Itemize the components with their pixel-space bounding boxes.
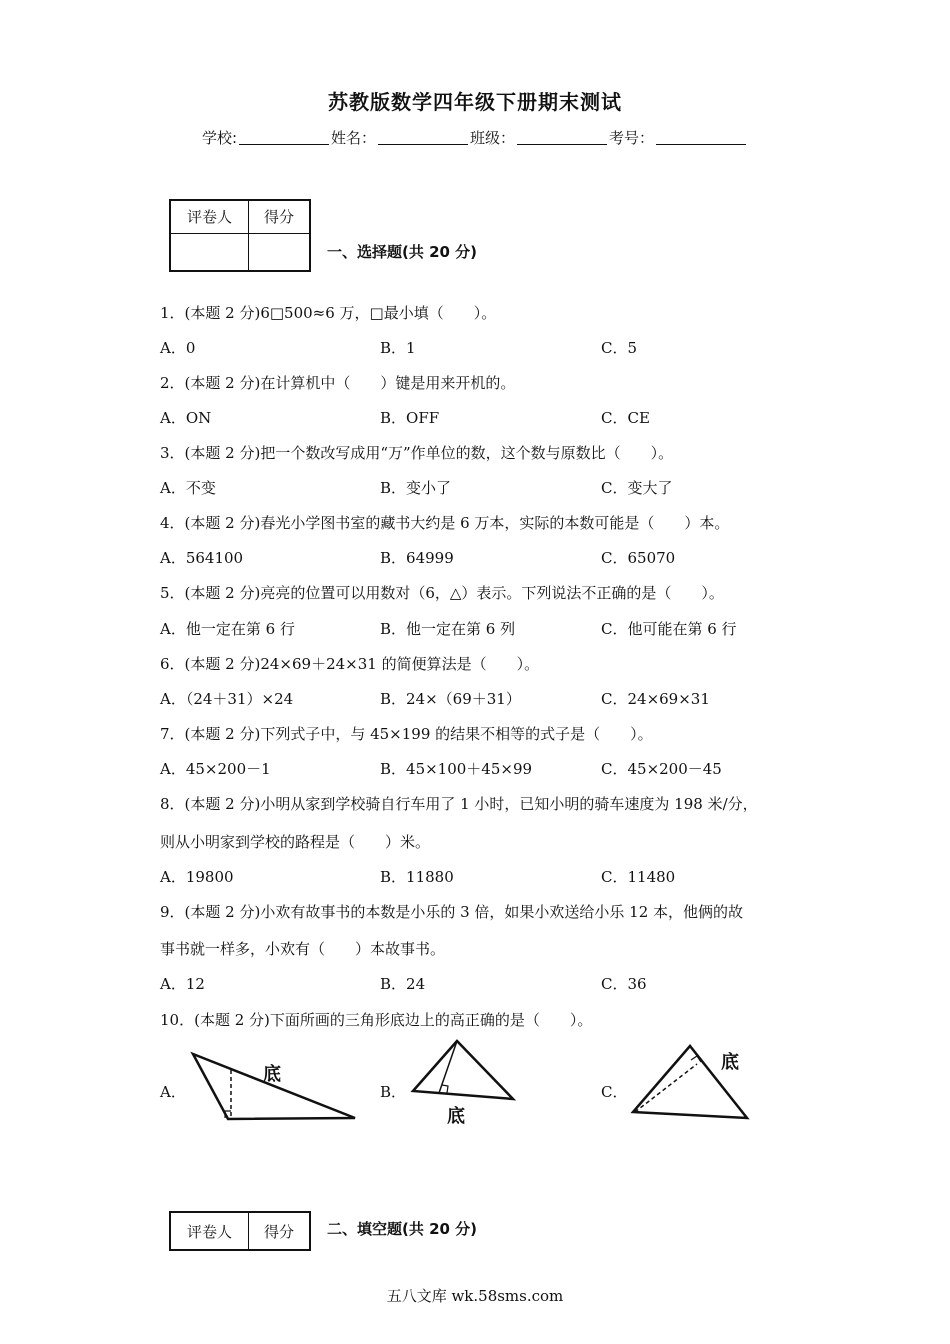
question-8-line-2: 则从小明家到学校的路程是（ ）米。 [160,833,431,851]
q10-option-a[interactable]: A． [160,1083,186,1101]
question-10: 10．(本题 2 分)下面所画的三角形底边上的高正确的是（ ）。 [160,1011,593,1029]
q10-option-c[interactable]: C． [601,1083,628,1101]
question-9-line-2: 事书就一样多，小欢有（ ）本故事书。 [160,940,446,958]
question-7: 7．(本题 2 分)下列式子中，与 45×199 的结果不相等的式子是（ ）。 [160,725,653,743]
question-8: 8．(本题 2 分)小明从家到学校骑自行车用了 1 小时，已知小明的骑车速度为 198 米/分， [160,795,758,813]
grader-header-2: 评卷人 [170,1212,249,1250]
grader-cell[interactable] [170,233,249,271]
q8-option-c[interactable]: C．11480 [601,868,676,886]
q6-option-c[interactable]: C．24×69×31 [601,690,710,708]
grader-header: 评卷人 [170,200,249,233]
triangle-figure-a[interactable] [185,1048,360,1128]
q7-option-a[interactable]: A．45×200－1 [160,760,271,778]
question-5: 5．(本题 2 分)亮亮的位置可以用数对（6，△）表示。下列说法不正确的是（ ）。 [160,584,724,602]
question-9: 9．(本题 2 分)小欢有故事书的本数是小乐的 3 倍，如果小欢送给小乐 12 本，他俩的故 [160,903,744,921]
score-table-1 [169,199,311,272]
footer-watermark: 五八文库 wk.58sms.com [386,1287,564,1305]
q3-option-a[interactable]: A．不变 [160,479,216,497]
question-4: 4．(本题 2 分)春光小学图书室的藏书大约是 6 万本，实际的本数可能是（ ）本。 [160,514,730,532]
q9-option-c[interactable]: C．36 [601,975,647,993]
name-blank[interactable] [378,130,468,145]
question-2: 2．(本题 2 分)在计算机中（ ）键是用来开机的。 [160,374,516,392]
q4-option-b[interactable]: B．64999 [380,549,454,567]
q6-option-b[interactable]: B．24×（69＋31） [380,690,521,708]
q1-option-b[interactable]: B．1 [380,339,416,357]
triangle-figure-c[interactable] [625,1040,760,1125]
q2-option-c[interactable]: C．CE [601,409,650,427]
score-header-2: 得分 [249,1212,311,1250]
q5-option-a[interactable]: A．他一定在第 6 行 [160,620,295,638]
q2-option-a[interactable]: A．ON [160,409,212,427]
score-header: 得分 [249,200,311,233]
school-label: 学校: [201,129,237,147]
score-cell[interactable] [249,233,311,271]
triangle-figure-b[interactable] [405,1035,525,1130]
section-title-fill: 二、填空题(共 20 分) [327,1220,478,1238]
base-label-b: 底 [447,1106,465,1127]
q3-option-c[interactable]: C．变大了 [601,479,673,497]
exam-no-blank[interactable] [656,130,746,145]
question-3: 3．(本题 2 分)把一个数改写成用“万”作单位的数，这个数与原数比（ ）。 [160,444,674,462]
q4-option-a[interactable]: A．564100 [160,549,244,567]
exam-no-label: 考号： [609,129,655,147]
class-blank[interactable] [517,130,607,145]
class-label: 班级： [470,129,516,147]
page-title: 苏教版数学四年级下册期末测试 [328,90,622,114]
q10-option-b[interactable]: B． [380,1083,407,1101]
q6-option-a[interactable]: A．（24＋31）×24 [160,690,294,708]
school-blank[interactable] [239,130,329,145]
student-info-line [0,127,950,148]
q1-option-a[interactable]: A．0 [160,339,196,357]
question-1: 1．(本题 2 分)6□500≈6 万，□最小填（ ）。 [160,304,497,322]
base-label-a: 底 [263,1064,281,1085]
q3-option-b[interactable]: B．变小了 [380,479,452,497]
name-label: 姓名： [331,129,377,147]
q5-option-b[interactable]: B．他一定在第 6 列 [380,620,516,638]
q8-option-a[interactable]: A．19800 [160,868,234,886]
question-6: 6．(本题 2 分)24×69＋24×31 的简便算法是（ ）。 [160,655,540,673]
q1-option-c[interactable]: C．5 [601,339,638,357]
q8-option-b[interactable]: B．11880 [380,868,454,886]
q7-option-c[interactable]: C．45×200－45 [601,760,722,778]
q7-option-b[interactable]: B．45×100＋45×99 [380,760,533,778]
section-title-choice: 一、选择题(共 20 分) [327,243,478,261]
q5-option-c[interactable]: C．他可能在第 6 行 [601,620,737,638]
score-table-2 [169,1211,311,1251]
q9-option-a[interactable]: A．12 [160,975,205,993]
q2-option-b[interactable]: B．OFF [380,409,440,427]
q4-option-c[interactable]: C．65070 [601,549,676,567]
base-label-c: 底 [721,1052,739,1073]
q9-option-b[interactable]: B．24 [380,975,426,993]
